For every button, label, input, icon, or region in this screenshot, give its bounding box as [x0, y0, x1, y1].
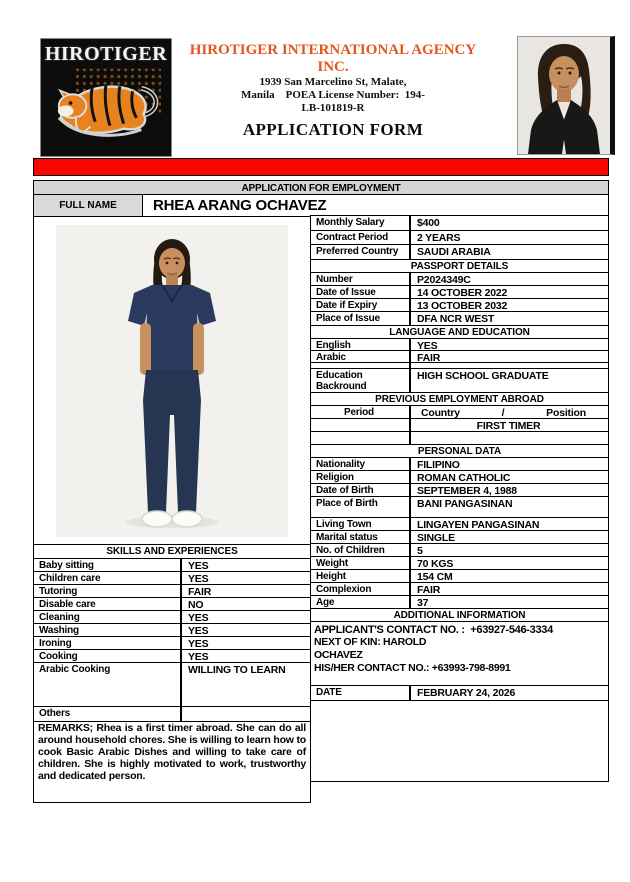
right-column — [310, 216, 609, 782]
field-label-empty — [311, 432, 411, 444]
field-value: ROMAN CATHOLIC — [417, 472, 511, 484]
field-value: WILLING TO LEARN — [188, 664, 286, 676]
field-value: YES — [188, 612, 209, 624]
field-label: Living Town — [311, 518, 411, 530]
field-value: 70 KGS — [417, 558, 454, 570]
period-column-label: Period — [311, 406, 411, 418]
table-row-preferred-country — [310, 244, 609, 260]
table-row-nationality — [310, 457, 609, 471]
field-label: Washing — [34, 624, 182, 636]
table-row-disable-care — [33, 597, 311, 611]
table-row-cleaning — [33, 610, 311, 624]
field-value: HIGH SCHOOL GRADUATE — [417, 370, 549, 382]
field-value: FAIR — [417, 352, 441, 363]
separator-slash: / — [501, 407, 505, 419]
table-row-tutoring — [33, 584, 311, 598]
table-row-arabic-cooking — [33, 662, 311, 707]
field-label: Nationality — [311, 458, 411, 470]
field-label-empty — [311, 419, 411, 431]
table-row-living-town — [310, 517, 609, 531]
field-value-empty — [411, 432, 608, 444]
application-for-employment-header: APPLICATION FOR EMPLOYMENT — [33, 180, 609, 196]
applicant-contact-number: APPLICANT'S CONTACT NO. : +63927-546-3334 — [314, 624, 553, 636]
field-label: Monthly Salary — [311, 216, 411, 230]
table-row-date-of-issue — [310, 285, 609, 299]
field-label: Date of Birth — [311, 484, 411, 496]
table-row-baby-sitting — [33, 558, 311, 572]
table-row-others — [33, 706, 311, 722]
next-of-kin: NEXT OF KIN: HAROLD — [314, 636, 427, 648]
field-label: Height — [311, 570, 411, 582]
table-row-height — [310, 569, 609, 583]
table-row-employment-columns — [310, 405, 609, 419]
kin-contact-number: HIS/HER CONTACT NO.: +63993-798-8991 — [314, 662, 511, 675]
tiger-icon — [47, 66, 165, 148]
field-label: Number — [311, 273, 411, 285]
field-value: YES — [188, 560, 209, 572]
skills-section-header: SKILLS AND EXPERIENCES — [33, 544, 311, 559]
agency-license-line: Manila POEA License Number: 194- — [241, 88, 425, 101]
field-value: YES — [417, 340, 438, 351]
table-row-no-of-children — [310, 543, 609, 557]
field-value: DFA NCR WEST — [417, 313, 495, 325]
table-row-passport-number — [310, 272, 609, 286]
field-value: YES — [188, 651, 209, 663]
table-row-religion — [310, 470, 609, 484]
field-label: Baby sitting — [34, 559, 182, 571]
field-value: 37 — [417, 597, 429, 609]
field-label: Age — [311, 596, 411, 608]
table-row-children-care — [33, 571, 311, 585]
agency-name-line1: HIROTIGER INTERNATIONAL AGENCY — [189, 42, 477, 58]
field-value: P2024349C — [417, 274, 471, 286]
field-label: Ironing — [34, 637, 182, 649]
field-value: FAIR — [417, 584, 441, 596]
table-row-complexion — [310, 582, 609, 596]
table-row-monthly-salary — [310, 215, 609, 231]
table-row-contract-period — [310, 230, 609, 245]
field-label: Place of Issue — [311, 312, 411, 325]
field-value: FAIR — [188, 586, 212, 598]
full-name-value: RHEA ARANG OCHAVEZ — [142, 194, 609, 217]
table-row-date — [310, 685, 609, 701]
field-label: Contract Period — [311, 231, 411, 244]
field-value: YES — [188, 638, 209, 650]
field-label: Cleaning — [34, 611, 182, 623]
field-label: Date if Expiry — [311, 299, 411, 311]
table-row-ironing — [33, 636, 311, 650]
red-banner — [33, 158, 609, 176]
field-value: FIRST TIMER — [476, 420, 541, 432]
field-label: Children care — [34, 572, 182, 584]
applicant-fullbody-photo — [33, 216, 311, 545]
field-value: 14 OCTOBER 2022 — [417, 287, 508, 299]
additional-info-section-header: ADDITIONAL INFORMATION — [310, 608, 609, 622]
table-row-date-if-expiry — [310, 298, 609, 312]
portrait-photo-graphic — [518, 37, 610, 154]
field-label: Cooking — [34, 650, 182, 662]
table-row-weight — [310, 556, 609, 570]
table-row-washing — [33, 623, 311, 637]
country-position-columns — [411, 406, 608, 418]
field-label: Education Backround — [311, 369, 411, 392]
remarks-right-empty-cell — [310, 700, 609, 782]
field-value: LINGAYEN PANGASINAN — [417, 519, 540, 531]
field-label: Complexion — [311, 583, 411, 595]
field-label: DATE — [311, 686, 411, 700]
agency-license-number: LB-101819-R — [301, 101, 365, 114]
field-value: BANI PANGASINAN — [417, 498, 513, 510]
field-value: $400 — [417, 217, 440, 229]
full-name-label: FULL NAME — [33, 194, 143, 217]
table-row-first-timer — [310, 418, 609, 432]
personal-data-section-header: PERSONAL DATA — [310, 444, 609, 458]
field-value: FILIPINO — [417, 459, 460, 471]
empty-row — [310, 431, 609, 445]
field-label: Preferred Country — [311, 245, 411, 259]
field-label: Weight — [311, 557, 411, 569]
agency-logo-text: HIROTIGER — [44, 43, 168, 65]
agency-name-line2: INC. — [317, 58, 349, 75]
field-value: NO — [188, 599, 204, 611]
table-row-age — [310, 595, 609, 609]
fullbody-photo-graphic — [56, 225, 288, 537]
field-value: FEBRUARY 24, 2026 — [417, 687, 516, 699]
field-label: Place of Birth — [311, 497, 411, 517]
passport-section-header: PASSPORT DETAILS — [310, 259, 609, 273]
field-value: 5 — [417, 545, 423, 557]
field-value: SINGLE — [417, 532, 455, 544]
table-row-education-background — [310, 368, 609, 393]
field-value: 2 YEARS — [417, 232, 461, 244]
field-value-empty — [182, 707, 310, 721]
left-column — [33, 216, 311, 803]
next-of-kin-surname: OCHAVEZ — [314, 649, 363, 662]
field-label: English — [311, 339, 411, 350]
field-value: SEPTEMBER 4, 1988 — [417, 485, 517, 497]
field-value: YES — [188, 573, 209, 585]
table-row-place-of-birth — [310, 496, 609, 518]
table-row-marital-status — [310, 530, 609, 544]
full-name-row — [33, 194, 609, 217]
field-label: Marital status — [311, 531, 411, 543]
field-value: 13 OCTOBER 2032 — [417, 300, 508, 312]
agency-logo — [40, 38, 172, 157]
remarks-text: REMARKS; Rhea is a first timer abroad. She can do all around household chores. She is willing to learn how to cook Basic Arabic Dishes and willing to take care of children. She is highly motivated to work, trustworthy and dedicated person. — [33, 721, 311, 803]
field-value: SAUDI ARABIA — [417, 246, 491, 258]
field-label: Arabic — [311, 351, 411, 362]
field-label: Tutoring — [34, 585, 182, 597]
table-row-place-of-issue — [310, 311, 609, 326]
field-label: Disable care — [34, 598, 182, 610]
previous-employment-section-header: PREVIOUS EMPLOYMENT ABROAD — [310, 392, 609, 406]
table-row-cooking — [33, 649, 311, 663]
field-label: No. of Children — [311, 544, 411, 556]
applicant-portrait-photo — [517, 36, 615, 155]
agency-address-line1: 1939 San Marcelino St, Malate, — [259, 75, 407, 88]
field-label: Date of Issue — [311, 286, 411, 298]
additional-info-block — [310, 621, 609, 686]
form-table — [33, 158, 609, 815]
position-column-label: Position — [546, 407, 586, 419]
country-column-label: Country — [421, 407, 460, 419]
field-label: Arabic Cooking — [34, 663, 182, 706]
field-value: 154 CM — [417, 571, 453, 583]
field-label: Others — [34, 707, 182, 721]
form-title: APPLICATION FORM — [242, 120, 424, 140]
agency-header — [168, 42, 498, 140]
language-section-header: LANGUAGE AND EDUCATION — [310, 325, 609, 339]
field-label: Religion — [311, 471, 411, 483]
field-value: YES — [188, 625, 209, 637]
table-row-date-of-birth — [310, 483, 609, 497]
